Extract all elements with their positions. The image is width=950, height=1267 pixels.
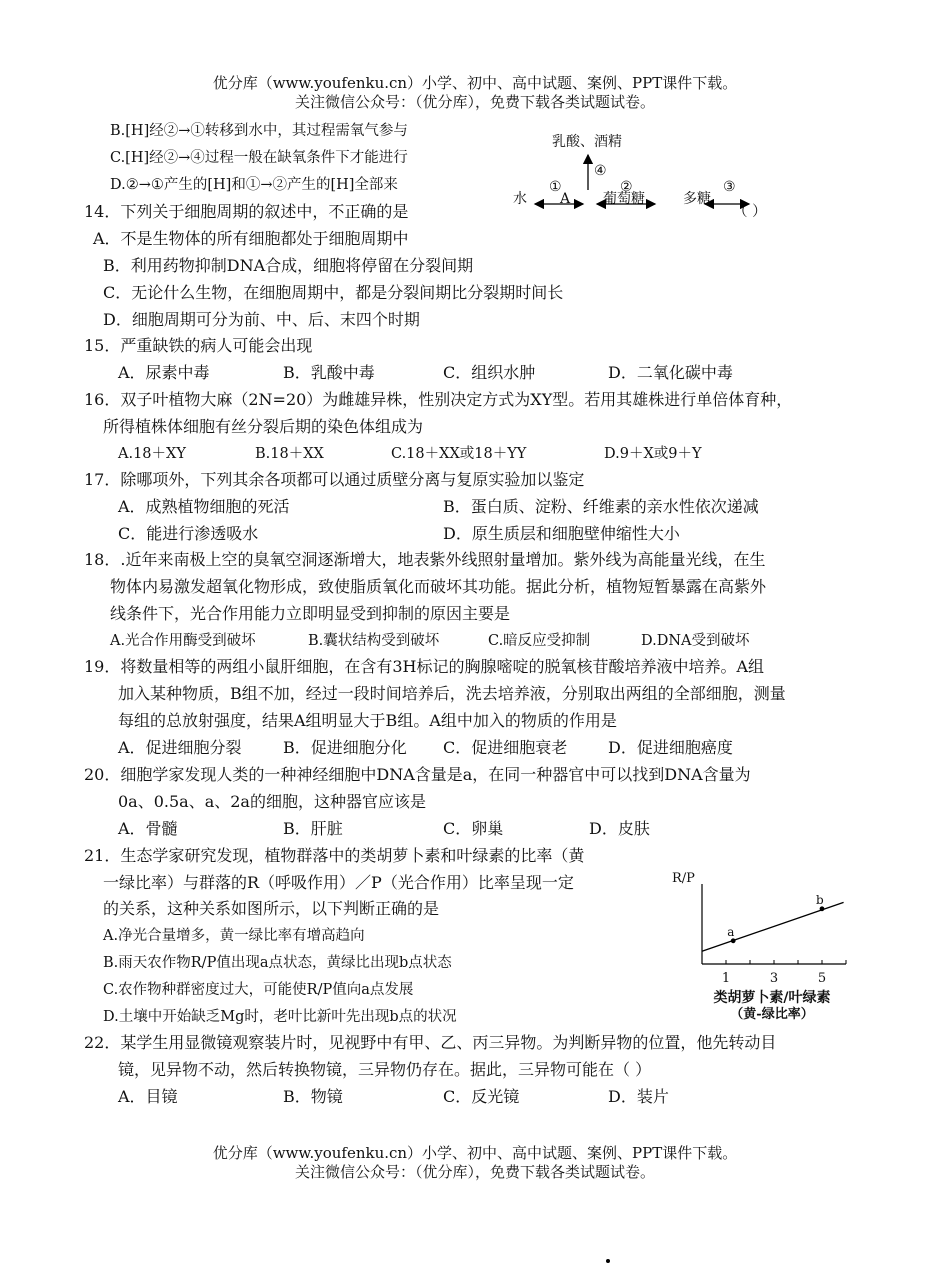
q17-option-d: D．原生质层和细胞壁伸缩性大小	[443, 524, 680, 543]
q19-stem-3: 每组的总放射强度，结果A组明显大于B组。A组中加入的物质的作用是	[118, 711, 617, 730]
q22-stem-1: 22．某学生用显微镜观察装片时，见视野中有甲、乙、丙三异物。为判断异物的位置，他先转动目	[84, 1033, 777, 1052]
chart-x-tick-label: 5	[817, 971, 827, 986]
q17-option-c: C．能进行渗透吸水	[118, 524, 259, 543]
diagram-step-3: ③	[723, 179, 736, 195]
diagram-step-2: ②	[620, 179, 633, 195]
q16-stem-1: 16．双子叶植物大麻（2N=20）为雌雄异株，性别决定方式为XY型。若用其雄株进行单倍体育种，	[84, 390, 793, 409]
page-dot	[606, 1259, 610, 1263]
chart-x-tick-label: 1	[721, 971, 731, 986]
q13-metabolism-diagram	[505, 128, 765, 220]
q18-stem-3: 线条件下，光合作用能力立即明显受到抑制的原因主要是	[110, 604, 511, 623]
q21-option-b: B.雨天农作物R/P值出现a点状态，黄绿比出现b点状态	[103, 955, 452, 971]
footer-line-1: 优分库（www.youfenku.cn）小学、初中、高中试题、案例、PPT课件下载。	[212, 1144, 738, 1162]
q18-option-c: C.暗反应受抑制	[488, 633, 591, 649]
q22-option-c: C．反光镜	[443, 1087, 520, 1106]
q14-option-d: D．细胞周期可分为前、中、后、末四个时期	[103, 310, 420, 329]
q22-option-d: D．装片	[608, 1087, 669, 1106]
q20-option-d: D．皮肤	[589, 819, 650, 838]
q19-option-c: C．促进细胞衰老	[443, 738, 568, 757]
chart-x-tick-label: 3	[769, 971, 779, 986]
q14-stem: 14．下列关于细胞周期的叙述中，不正确的是	[84, 202, 409, 221]
q21-option-c: C.农作物种群密度过大，可能使R/P值向a点发展	[103, 982, 414, 998]
footer-line-2: 关注微信公众号：（优分库），免费下载各类试题试卷。	[294, 1163, 655, 1181]
diagram-label-lactic-alcohol: 乳酸、酒精	[552, 134, 622, 150]
diagram-label-water: 水	[513, 191, 527, 207]
q18-option-a: A.光合作用酶受到破坏	[110, 633, 256, 649]
q15-option-d: D．二氧化碳中毒	[608, 363, 733, 382]
q21-option-a: A.净光合量增多，黄一绿比率有增高趋向	[103, 928, 365, 944]
q20-option-b: B．肝脏	[283, 819, 343, 838]
q20-option-c: C．卵巢	[443, 819, 504, 838]
q13-option-c: C.[H]经②→④过程一般在缺氧条件下才能进行	[110, 150, 408, 166]
q16-option-d: D.9＋X或9＋Y	[604, 446, 702, 462]
chart-point-label-b: b	[816, 892, 824, 907]
q20-stem-2: 0a、0.5a、a、2a的细胞，这种器官应该是	[118, 792, 426, 811]
chart-point-label-a: a	[727, 924, 735, 939]
q21-stem-3: 的关系，这种关系如图所示，以下判断正确的是	[103, 899, 440, 918]
q13-option-b: B.[H]经②→①转移到水中，其过程需氧气参与	[110, 123, 408, 139]
q17-option-b: B．蛋白质、淀粉、纤维素的亲水性依次递减	[443, 497, 759, 516]
q14-option-a: A．不是生物体的所有细胞都处于细胞周期中	[93, 229, 409, 248]
q18-stem-2: 物体内易激发超氧化物形成，致使脂质氧化而破坏其功能。据此分析，植物短暂暴露在高紫外	[110, 577, 767, 596]
q19-option-a: A．促进细胞分裂	[118, 738, 242, 757]
q16-option-b: B.18＋XX	[255, 446, 324, 462]
diagram-label-a: A	[560, 191, 571, 207]
chart-ylabel: R/P	[672, 871, 695, 886]
header-line-2: 关注微信公众号：（优分库），免费下载各类试题试卷。	[294, 93, 655, 111]
q14-option-b: B．利用药物抑制DNA合成，细胞将停留在分裂间期	[103, 256, 474, 275]
q17-stem: 17．除哪项外，下列其余各项都可以通过质壁分离与复原实验加以鉴定	[84, 470, 585, 489]
q18-option-d: D.DNA受到破坏	[641, 633, 750, 649]
q15-option-c: C．组织水肿	[443, 363, 536, 382]
q19-stem-1: 19．将数量相等的两组小鼠肝细胞，在含有3H标记的胸腺嘧啶的脱氧核苷酸培养液中培养。A组	[84, 657, 765, 676]
q16-option-a: A.18＋XY	[118, 446, 186, 462]
chart-xlabel-2: （黄-绿比率）	[730, 1007, 814, 1022]
q15-option-b: B．乳酸中毒	[283, 363, 375, 382]
diagram-label-glucose: 葡萄糖	[603, 191, 645, 207]
header-line-1: 优分库（www.youfenku.cn）小学、初中、高中试题、案例、PPT课件下载。	[212, 74, 738, 92]
diagram-step-1: ①	[549, 179, 562, 195]
q19-option-d: D．促进细胞癌度	[608, 738, 733, 757]
q13-option-d: D.②→①产生的[H]和①→②产生的[H]全部来	[110, 177, 398, 193]
diagram-step-4: ④	[594, 163, 607, 179]
chart-xlabel: 类胡萝卜素/叶绿素	[713, 990, 831, 1006]
q22-option-b: B．物镜	[283, 1087, 343, 1106]
q15-option-a: A．尿素中毒	[118, 363, 210, 382]
q16-stem-2: 所得植株体细胞有丝分裂后期的染色体组成为	[103, 417, 424, 436]
diagram-label-polysaccharide: 多糖	[683, 191, 711, 207]
q14-option-c: C．无论什么生物，在细胞周期中，都是分裂间期比分裂期时间长	[103, 283, 564, 302]
q21-rp-chart	[668, 858, 868, 1026]
q21-stem-1: 21．生态学家研究发现，植物群落中的类胡萝卜素和叶绿素的比率（黄	[84, 846, 585, 865]
q22-option-a: A．目镜	[118, 1087, 178, 1106]
q16-option-c: C.18＋XX或18＋YY	[391, 446, 527, 462]
chart-point-a	[731, 938, 736, 943]
q13-answer-paren: （ ）	[733, 204, 767, 220]
q19-stem-2: 加入某种物质，B组不加，经过一段时间培养后，洗去培养液，分别取出两组的全部细胞，测量	[118, 684, 786, 703]
q15-stem: 15．严重缺铁的病人可能会出现	[84, 336, 313, 355]
q17-option-a: A．成熟植物细胞的死活	[118, 497, 290, 516]
q18-stem-1: 18．.近年来南极上空的臭氧空洞逐渐增大，地表紫外线照射量增加。紫外线为高能量光线，在生	[84, 550, 766, 569]
q19-option-b: B．促进细胞分化	[283, 738, 407, 757]
q21-stem-2: 一绿比率）与群落的R（呼吸作用）／P（光合作用）比率呈现一定	[103, 873, 574, 892]
q18-option-b: B.囊状结构受到破坏	[308, 633, 440, 649]
q21-option-d: D.土壤中开始缺乏Mg时，老叶比新叶先出现b点的状况	[103, 1009, 457, 1025]
q20-option-a: A．骨髓	[118, 819, 178, 838]
chart-point-b	[820, 906, 825, 911]
q20-stem-1: 20．细胞学家发现人类的一种神经细胞中DNA含量是a，在同一种器官中可以找到DNA含量为	[84, 765, 751, 784]
q22-stem-2: 镜，见异物不动，然后转换物镜，三异物仍存在。据此，三异物可能在（ ）	[118, 1060, 652, 1079]
